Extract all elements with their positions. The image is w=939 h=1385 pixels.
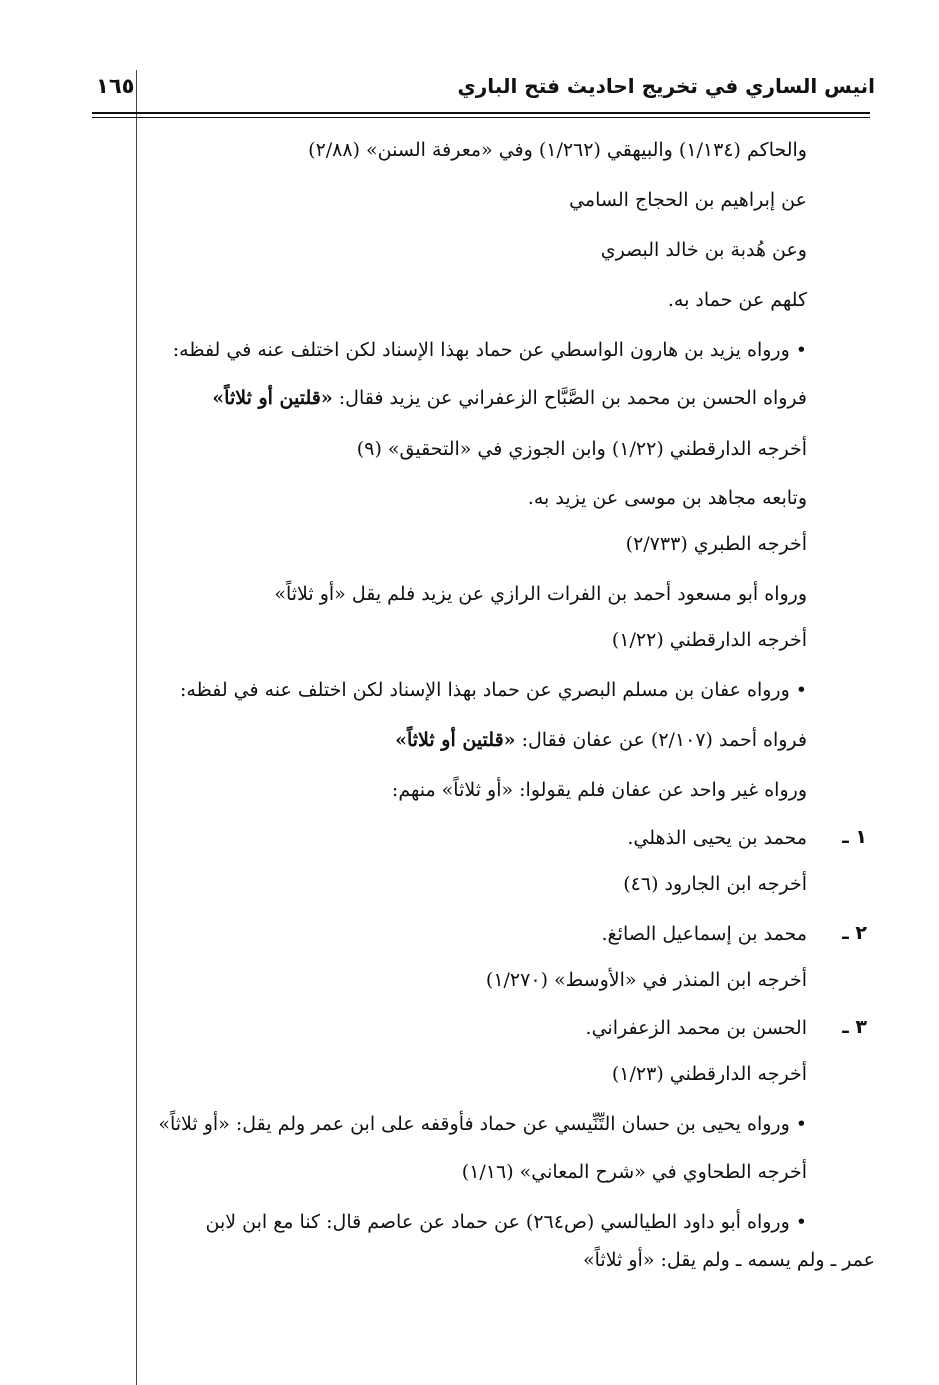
header-rule-thin <box>92 117 870 118</box>
text-line-1: والحاكم (١/١٣٤) والبيهقي (١/٢٦٢) وفي «معرفة السنن» (٢/٨٨) <box>308 139 807 161</box>
header-rule-thick <box>92 112 870 114</box>
quote-qullatayn-2: «قلتين أو ثلاثاً» <box>395 729 516 751</box>
text-line-daraqutni-2: أخرجه الدارقطني (١/٢٢) <box>611 629 807 651</box>
text-line-4: كلهم عن حماد به. <box>667 289 807 311</box>
margin-line <box>136 70 137 1385</box>
list-number-1: ١ ـ <box>842 826 867 848</box>
text-line-3: وعن هُدبة بن خالد البصري <box>600 239 807 261</box>
text-line-daraqutni-1: أخرجه الدارقطني (١/٢٢) وابن الجوزي في «التحقيق» (٩) <box>356 438 807 460</box>
bullet-line-tayalisi: • ورواه أبو داود الطيالسي (ص٢٦٤) عن حماد عن عاصم قال: كنا مع ابن لابن <box>205 1211 807 1233</box>
text-line-zafarani <box>212 386 807 412</box>
text-line-daraqutni-3: أخرجه الدارقطني (١/٢٣) <box>611 1063 807 1085</box>
list-item-zafarani: الحسن بن محمد الزعفراني. <box>585 1017 807 1039</box>
page-number: ١٦٥ <box>96 74 135 98</box>
bullet-line-tinnisi: • ورواه يحيى بن حسان التِّنِّيسي عن حماد فأوقفه على ابن عمر ولم يقل: «أو ثلاثاً» <box>158 1113 807 1135</box>
text-line-ahmad <box>395 728 807 754</box>
text-line-ibn-mundhir: أخرجه ابن المنذر في «الأوسط» (١/٢٧٠) <box>485 969 807 991</box>
list-number-2: ٢ ـ <box>842 922 867 944</box>
text-line-tahawi: أخرجه الطحاوي في «شرح المعاني» (١/١٦) <box>461 1161 807 1183</box>
text-line-jarud: أخرجه ابن الجارود (٤٦) <box>623 873 807 895</box>
list-item-saigh: محمد بن إسماعيل الصائغ. <box>601 923 807 945</box>
list-number-3: ٣ ـ <box>842 1016 867 1038</box>
text-line-zafarani-main: فرواه الحسن بن محمد بن الصَّبَّاح الزعفراني عن يزيد فقال: <box>338 387 807 409</box>
text-line-2: عن إبراهيم بن الحجاج السامي <box>569 189 807 211</box>
text-line-tabari: أخرجه الطبري (٢/٧٣٣) <box>625 533 807 555</box>
bullet-line-yazid: • ورواه يزيد بن هارون الواسطي عن حماد بهذا الإسناد لكن اختلف عنه في لفظه: <box>172 339 807 361</box>
text-line-abu-masud: ورواه أبو مسعود أحمد بن الفرات الرازي عن يزيد فلم يقل «أو ثلاثاً» <box>274 583 807 605</box>
text-line-ghayr-wahid: ورواه غير واحد عن عفان فلم يقولوا: «أو ثلاثاً» منهم: <box>391 779 807 801</box>
quote-qullatayn-1: «قلتين أو ثلاثاً» <box>212 387 333 409</box>
bullet-line-affan: • ورواه عفان بن مسلم البصري عن حماد بهذا الإسناد لكن اختلف عنه في لفظه: <box>180 679 807 701</box>
running-header-title: انيس الساري في تخريج احاديث فتح الباري <box>457 74 875 98</box>
text-line-mujahid: وتابعه مجاهد بن موسى عن يزيد به. <box>527 487 807 509</box>
text-line-ibn-umar: عمر ـ ولم يسمه ـ ولم يقل: «أو ثلاثاً» <box>583 1249 875 1271</box>
list-item-dhuhli: محمد بن يحيى الذهلي. <box>627 827 807 849</box>
text-line-ahmad-main: فرواه أحمد (٢/١٠٧) عن عفان فقال: <box>521 729 807 751</box>
